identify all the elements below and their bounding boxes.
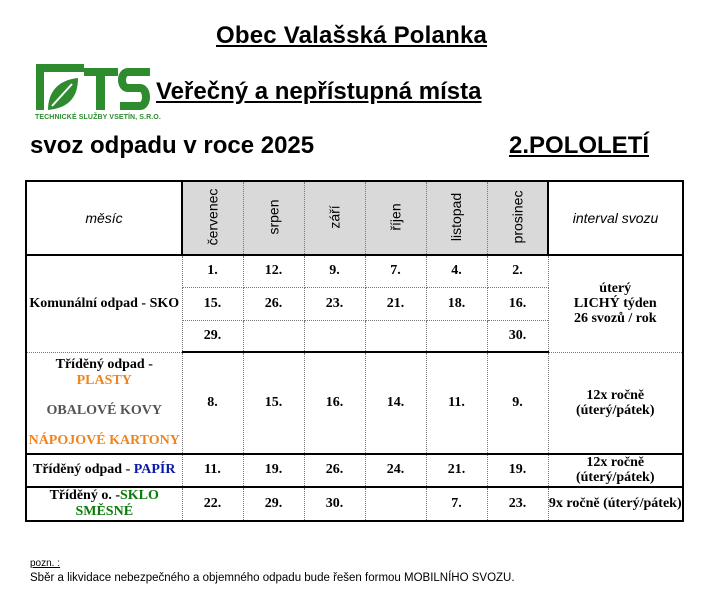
date-cell: 23. (487, 487, 548, 521)
page-subtitle: Veřečný a nepřístupná místa (156, 78, 482, 105)
category-sko: Komunální odpad - SKO (26, 255, 182, 352)
month-header: listopad (426, 181, 487, 255)
header-row (26, 181, 683, 255)
note-text: Sběr a likvidace nebezpečného a objemného odpadu bude řešen formou MOBILNÍHO SVOZU. (30, 572, 515, 584)
ts-logo-icon (34, 62, 152, 114)
category-sklo: Tříděný o. -SKLO SMĚSNÉ (26, 487, 182, 521)
date-cell (365, 487, 426, 521)
interval-sko: úterý LICHÝ týden 26 svozů / rok (548, 255, 683, 352)
date-cell: 7. (426, 487, 487, 521)
page-title: Obec Valašská Polanka (216, 22, 488, 49)
month-header: červenec (182, 181, 243, 255)
month-column-label: měsíc (26, 181, 182, 255)
date-cell: 18. (426, 287, 487, 320)
kovy-label: OBALOVÉ KOVY (46, 402, 162, 418)
table-row (26, 352, 683, 454)
date-cell: 24. (365, 454, 426, 487)
interval-plasty: 12x ročně (úterý/pátek) (548, 352, 683, 454)
date-cell: 26. (243, 287, 304, 320)
table-row (26, 454, 683, 487)
date-cell: 1. (182, 255, 243, 287)
date-cell: 30. (487, 320, 548, 352)
date-cell: 21. (365, 287, 426, 320)
logo-company-name: TECHNICKÉ SLUŽBY VSETÍN, S.R.O. (35, 114, 161, 121)
date-cell: 19. (243, 454, 304, 487)
date-cell: 8. (182, 352, 243, 454)
date-cell: 23. (304, 287, 365, 320)
company-logo (34, 62, 161, 130)
date-cell: 16. (304, 352, 365, 454)
date-cell (304, 320, 365, 352)
date-cell: 19. (487, 454, 548, 487)
half-year-heading: 2.POLOLETÍ (509, 132, 650, 159)
date-cell: 2. (487, 255, 548, 287)
date-cell: 9. (304, 255, 365, 287)
date-cell: 15. (182, 287, 243, 320)
note-label: pozn. : (30, 558, 61, 569)
date-cell: 21. (426, 454, 487, 487)
date-cell: 29. (182, 320, 243, 352)
interval-column-label: interval svozu (548, 181, 683, 255)
month-header: září (304, 181, 365, 255)
date-cell (365, 320, 426, 352)
table-row (26, 487, 683, 521)
month-header: říjen (365, 181, 426, 255)
interval-papir: 12x ročně (úterý/pátek) (548, 454, 683, 487)
date-cell: 11. (426, 352, 487, 454)
month-header: prosinec (487, 181, 548, 255)
date-cell: 11. (182, 454, 243, 487)
date-cell: 14. (365, 352, 426, 454)
napoje-label: NÁPOJOVÉ KARTONY (28, 432, 180, 448)
collection-schedule-table (25, 180, 684, 522)
date-cell: 4. (426, 255, 487, 287)
year-heading: svoz odpadu v roce 2025 (30, 132, 315, 159)
category-papir: Tříděný odpad - PAPÍR (26, 454, 182, 487)
interval-sklo: 9x ročně (úterý/pátek) (548, 487, 683, 521)
date-cell: 30. (304, 487, 365, 521)
table-row (26, 255, 683, 287)
date-cell: 7. (365, 255, 426, 287)
date-cell: 15. (243, 352, 304, 454)
date-cell (426, 320, 487, 352)
date-cell: 29. (243, 487, 304, 521)
date-cell: 9. (487, 352, 548, 454)
date-cell: 26. (304, 454, 365, 487)
plasty-label: Tříděný odpad - PLASTY (55, 356, 153, 388)
date-cell (243, 320, 304, 352)
date-cell: 16. (487, 287, 548, 320)
date-cell: 12. (243, 255, 304, 287)
category-plasty (26, 352, 182, 454)
date-cell: 22. (182, 487, 243, 521)
month-header: srpen (243, 181, 304, 255)
